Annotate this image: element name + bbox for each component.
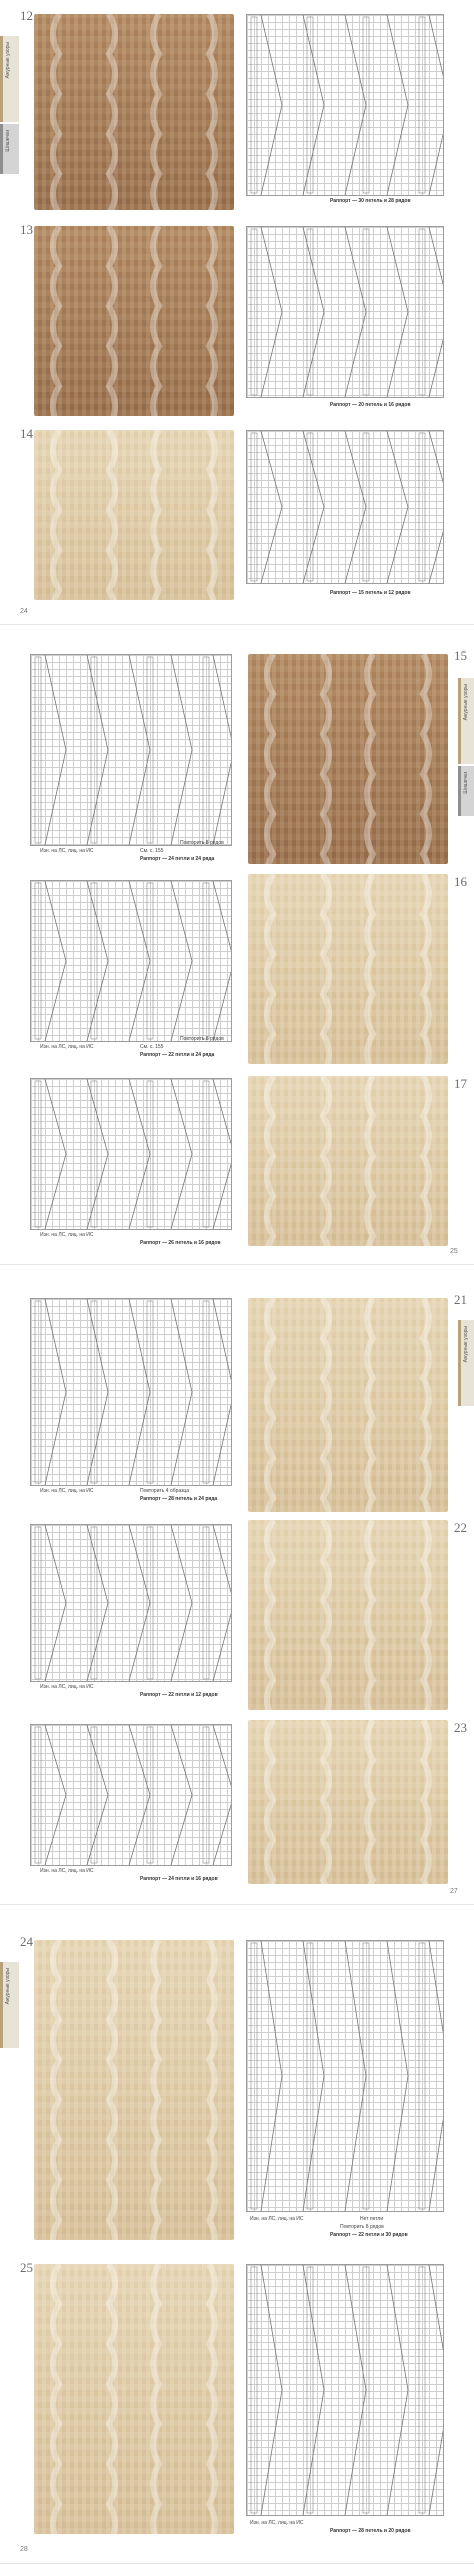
chart-cable-line bbox=[213, 655, 231, 845]
cable-strand bbox=[209, 226, 215, 416]
cable-texture bbox=[248, 1720, 448, 1884]
cable-texture bbox=[34, 1940, 234, 2240]
cable-strand bbox=[267, 654, 273, 864]
rapport-text: Раппорт — 24 петли и 16 рядов bbox=[140, 1876, 218, 1882]
chart-legend: Повторить 8 рядов bbox=[340, 2224, 384, 2230]
chart-legend: Изн. на ЛС, лиц. на ИС bbox=[40, 1488, 94, 1494]
page-number: 28 bbox=[20, 2546, 28, 2553]
chart-rib-column bbox=[203, 1527, 209, 1679]
cable-strand bbox=[109, 14, 115, 210]
chart-cable-line bbox=[213, 1725, 231, 1865]
cable-strand bbox=[423, 1720, 429, 1884]
cable-texture bbox=[248, 1298, 448, 1512]
chart-cable-line bbox=[303, 2265, 324, 2515]
cable-strand bbox=[53, 430, 59, 600]
knitting-chart bbox=[246, 226, 444, 398]
cable-strand bbox=[53, 14, 59, 210]
chart-symbols bbox=[247, 227, 443, 397]
rapport-text: Раппорт — 20 петель и 16 рядов bbox=[330, 402, 411, 408]
chart-legend: Изн. на ЛС, лиц. на ИС bbox=[40, 1868, 94, 1874]
chart-rib-column bbox=[251, 1943, 257, 2209]
knit-swatch-photo bbox=[34, 1940, 234, 2240]
chart-rib-column bbox=[251, 433, 257, 581]
cable-strand bbox=[209, 430, 215, 600]
cable-texture bbox=[248, 1076, 448, 1246]
cable-strand bbox=[109, 226, 115, 416]
cable-strand bbox=[323, 1298, 329, 1512]
chart-cable-line bbox=[45, 655, 66, 845]
cable-strand bbox=[109, 430, 115, 600]
chart-cable-line bbox=[87, 655, 108, 845]
pattern-number: 15 bbox=[454, 648, 467, 663]
rapport-text: Раппорт — 22 петли и 30 рядов bbox=[330, 2232, 408, 2238]
rapport-text: Раппорт — 22 петли и 12 рядов bbox=[140, 1692, 218, 1698]
knit-swatch-photo bbox=[34, 2264, 234, 2534]
chart-rib-column bbox=[35, 1527, 41, 1679]
chart-rib-column bbox=[307, 2267, 313, 2513]
knitting-chart bbox=[246, 430, 444, 584]
cable-strand bbox=[53, 2264, 59, 2534]
page-24 bbox=[0, 0, 474, 625]
page-28 bbox=[0, 1924, 474, 2564]
cable-strand bbox=[153, 226, 159, 416]
knit-swatch-photo bbox=[34, 430, 234, 600]
knitting-chart bbox=[30, 1724, 232, 1866]
rapport-text: Раппорт — 15 петель и 12 рядов bbox=[330, 590, 411, 596]
cable-strand bbox=[153, 430, 159, 600]
chart-rib-column bbox=[35, 1081, 41, 1227]
chart-rib-column bbox=[35, 657, 41, 843]
pattern-number: 17 bbox=[454, 1076, 467, 1091]
chart-legend: Изн. на ЛС, лиц. на ИС bbox=[40, 1232, 94, 1238]
section-tab: Ажурные узоры bbox=[458, 1320, 474, 1406]
chart-cable-line bbox=[303, 227, 324, 397]
chart-legend: Изн. на ЛС, лиц. на ИС bbox=[40, 1684, 94, 1690]
chart-rib-column bbox=[35, 1727, 41, 1863]
chart-cable-line bbox=[45, 1725, 66, 1865]
chart-rib-column bbox=[251, 2267, 257, 2513]
rapport-text: Раппорт — 30 петель и 28 рядов bbox=[330, 198, 411, 204]
cable-strand bbox=[267, 1720, 273, 1884]
chart-legend: Изн. на ЛС, лиц. на ИС bbox=[250, 2520, 304, 2526]
knitting-chart bbox=[30, 1524, 232, 1682]
chart-rib-column bbox=[419, 17, 425, 193]
knit-swatch-photo bbox=[248, 654, 448, 864]
chart-legend: Нет петли bbox=[360, 2216, 384, 2222]
cable-strand bbox=[323, 654, 329, 864]
chart-cable-line bbox=[171, 881, 192, 1041]
chart-rib-column bbox=[203, 883, 209, 1039]
section-tab: Ажурные узоры bbox=[458, 678, 474, 764]
knit-swatch-photo bbox=[34, 14, 234, 210]
chart-cable-line bbox=[303, 15, 324, 195]
section-tab-secondary: Шишечки bbox=[0, 124, 19, 174]
chart-cable-line bbox=[213, 881, 231, 1041]
chart-rib-column bbox=[203, 1727, 209, 1863]
chart-cable-line bbox=[171, 1725, 192, 1865]
chart-legend: Изн. на ЛС, лиц. на ИС bbox=[40, 1044, 94, 1050]
cable-strand bbox=[53, 226, 59, 416]
chart-symbols bbox=[31, 1299, 231, 1485]
chart-symbols bbox=[31, 1079, 231, 1229]
cable-texture bbox=[34, 14, 234, 210]
chart-cable-line bbox=[213, 1525, 231, 1681]
knitting-chart bbox=[246, 1940, 444, 2212]
chart-cable-line bbox=[87, 1525, 108, 1681]
chart-cable-line bbox=[261, 1941, 282, 2211]
chart-cable-line bbox=[213, 1079, 231, 1229]
cable-texture bbox=[34, 226, 234, 416]
cable-strand bbox=[267, 874, 273, 1064]
knitting-chart bbox=[246, 2264, 444, 2516]
cable-strand bbox=[209, 2264, 215, 2534]
cable-strand bbox=[423, 1298, 429, 1512]
cable-strand bbox=[367, 1520, 373, 1710]
chart-rib-column bbox=[419, 229, 425, 395]
chart-cable-line bbox=[261, 431, 282, 583]
chart-symbols bbox=[31, 881, 231, 1041]
cable-strand bbox=[109, 2264, 115, 2534]
chart-cable-line bbox=[45, 1079, 66, 1229]
chart-legend: Изн. на ЛС, лиц. на ИС bbox=[40, 848, 94, 854]
cable-strand bbox=[267, 1076, 273, 1246]
chart-cable-line bbox=[429, 2265, 443, 2515]
chart-symbols bbox=[31, 1725, 231, 1865]
chart-rib-column bbox=[203, 657, 209, 843]
cable-strand bbox=[423, 1076, 429, 1246]
cable-strand bbox=[367, 874, 373, 1064]
chart-cable-line bbox=[213, 1299, 231, 1485]
chart-cable-line bbox=[87, 1725, 108, 1865]
knitting-chart bbox=[246, 14, 444, 196]
chart-cable-line bbox=[429, 431, 443, 583]
cable-strand bbox=[323, 1720, 329, 1884]
pattern-number: 13 bbox=[20, 222, 33, 237]
cable-strand bbox=[53, 1940, 59, 2240]
pattern-number: 23 bbox=[454, 1720, 467, 1735]
chart-symbols bbox=[247, 431, 443, 583]
chart-legend: Изн. на ЛС, лиц. на ИС bbox=[250, 2216, 304, 2222]
chart-rib-column bbox=[251, 229, 257, 395]
cable-texture bbox=[248, 654, 448, 864]
pattern-number: 12 bbox=[20, 8, 33, 23]
cable-texture bbox=[34, 430, 234, 600]
cable-strand bbox=[367, 1076, 373, 1246]
knit-swatch-photo bbox=[248, 1720, 448, 1884]
cable-strand bbox=[209, 14, 215, 210]
cable-strand bbox=[209, 1940, 215, 2240]
chart-cable-line bbox=[87, 1299, 108, 1485]
knitting-chart bbox=[30, 1078, 232, 1230]
pattern-number: 21 bbox=[454, 1292, 467, 1307]
knit-swatch-photo bbox=[248, 1298, 448, 1512]
rapport-text: Раппорт — 22 петли и 24 ряда bbox=[140, 1052, 215, 1058]
chart-cable-line bbox=[261, 2265, 282, 2515]
chart-legend: Повторить 8 рядов bbox=[180, 840, 224, 846]
chart-cable-line bbox=[429, 227, 443, 397]
cable-strand bbox=[109, 1940, 115, 2240]
chart-rib-column bbox=[203, 1301, 209, 1483]
chart-cable-line bbox=[387, 227, 408, 397]
cable-strand bbox=[153, 2264, 159, 2534]
chart-symbols bbox=[247, 15, 443, 195]
cable-strand bbox=[367, 1298, 373, 1512]
chart-rib-column bbox=[251, 17, 257, 193]
cable-strand bbox=[267, 1298, 273, 1512]
cable-strand bbox=[423, 1520, 429, 1710]
chart-rib-column bbox=[35, 1301, 41, 1483]
chart-cable-line bbox=[171, 1525, 192, 1681]
chart-legend: См. с. 155 bbox=[140, 1044, 164, 1050]
chart-cable-line bbox=[45, 1299, 66, 1485]
chart-cable-line bbox=[303, 431, 324, 583]
cable-strand bbox=[267, 1520, 273, 1710]
chart-symbols bbox=[247, 1941, 443, 2211]
cable-strand bbox=[423, 874, 429, 1064]
chart-rib-column bbox=[419, 2267, 425, 2513]
chart-rib-column bbox=[419, 1943, 425, 2209]
chart-cable-line bbox=[303, 1941, 324, 2211]
knit-swatch-photo bbox=[248, 1076, 448, 1246]
chart-cable-line bbox=[429, 1941, 443, 2211]
rapport-text: Раппорт — 24 петли и 24 ряда bbox=[140, 856, 215, 862]
chart-cable-line bbox=[171, 1079, 192, 1229]
chart-symbols bbox=[31, 655, 231, 845]
chart-cable-line bbox=[387, 2265, 408, 2515]
chart-rib-column bbox=[307, 1943, 313, 2209]
chart-legend: См. с. 155 bbox=[140, 848, 164, 854]
pattern-number: 24 bbox=[20, 1934, 33, 1949]
cable-strand bbox=[323, 1076, 329, 1246]
chart-cable-line bbox=[171, 655, 192, 845]
section-tab: Ажурные узоры bbox=[0, 1962, 19, 2048]
cable-strand bbox=[153, 1940, 159, 2240]
chart-cable-line bbox=[261, 227, 282, 397]
cable-strand bbox=[323, 1520, 329, 1710]
chart-cable-line bbox=[87, 1079, 108, 1229]
rapport-text: Раппорт — 26 петель и 16 рядов bbox=[140, 1240, 221, 1246]
chart-cable-line bbox=[387, 431, 408, 583]
chart-cable-line bbox=[45, 1525, 66, 1681]
cable-strand bbox=[423, 654, 429, 864]
cable-texture bbox=[34, 2264, 234, 2534]
knit-swatch-photo bbox=[248, 874, 448, 1064]
page-27 bbox=[0, 1284, 474, 1905]
section-tab: Ажурные узоры bbox=[0, 36, 19, 122]
cable-texture bbox=[248, 1520, 448, 1710]
cable-strand bbox=[367, 1720, 373, 1884]
pattern-number: 14 bbox=[20, 426, 33, 441]
chart-rib-column bbox=[35, 883, 41, 1039]
knitting-chart bbox=[30, 1298, 232, 1486]
knitting-chart bbox=[30, 654, 232, 846]
chart-cable-line bbox=[45, 881, 66, 1041]
chart-cable-line bbox=[87, 881, 108, 1041]
knit-swatch-photo bbox=[34, 226, 234, 416]
cable-strand bbox=[367, 654, 373, 864]
knit-swatch-photo bbox=[248, 1520, 448, 1710]
page-number: 27 bbox=[450, 1888, 458, 1895]
rapport-text: Раппорт — 28 петель и 20 рядов bbox=[330, 2528, 411, 2534]
page-25 bbox=[0, 640, 474, 1265]
pattern-number: 22 bbox=[454, 1520, 467, 1535]
rapport-text: Раппорт — 28 петель и 24 ряда bbox=[140, 1496, 218, 1502]
chart-cable-line bbox=[261, 15, 282, 195]
chart-symbols bbox=[31, 1525, 231, 1681]
chart-rib-column bbox=[203, 1081, 209, 1227]
chart-cable-line bbox=[429, 15, 443, 195]
cable-texture bbox=[248, 874, 448, 1064]
chart-cable-line bbox=[387, 1941, 408, 2211]
page-number: 24 bbox=[20, 608, 28, 615]
chart-cable-line bbox=[171, 1299, 192, 1485]
chart-legend: Повторить 8 рядов bbox=[180, 1036, 224, 1042]
page-number: 25 bbox=[450, 1248, 458, 1255]
pattern-number: 16 bbox=[454, 874, 467, 889]
chart-cable-line bbox=[387, 15, 408, 195]
chart-symbols bbox=[247, 2265, 443, 2515]
section-tab-secondary: Шишечки bbox=[458, 766, 474, 816]
chart-rib-column bbox=[419, 433, 425, 581]
cable-strand bbox=[153, 14, 159, 210]
chart-legend: Повторить 4 образца bbox=[140, 1488, 190, 1494]
pattern-number: 25 bbox=[20, 2260, 33, 2275]
knitting-chart bbox=[30, 880, 232, 1042]
cable-strand bbox=[323, 874, 329, 1064]
